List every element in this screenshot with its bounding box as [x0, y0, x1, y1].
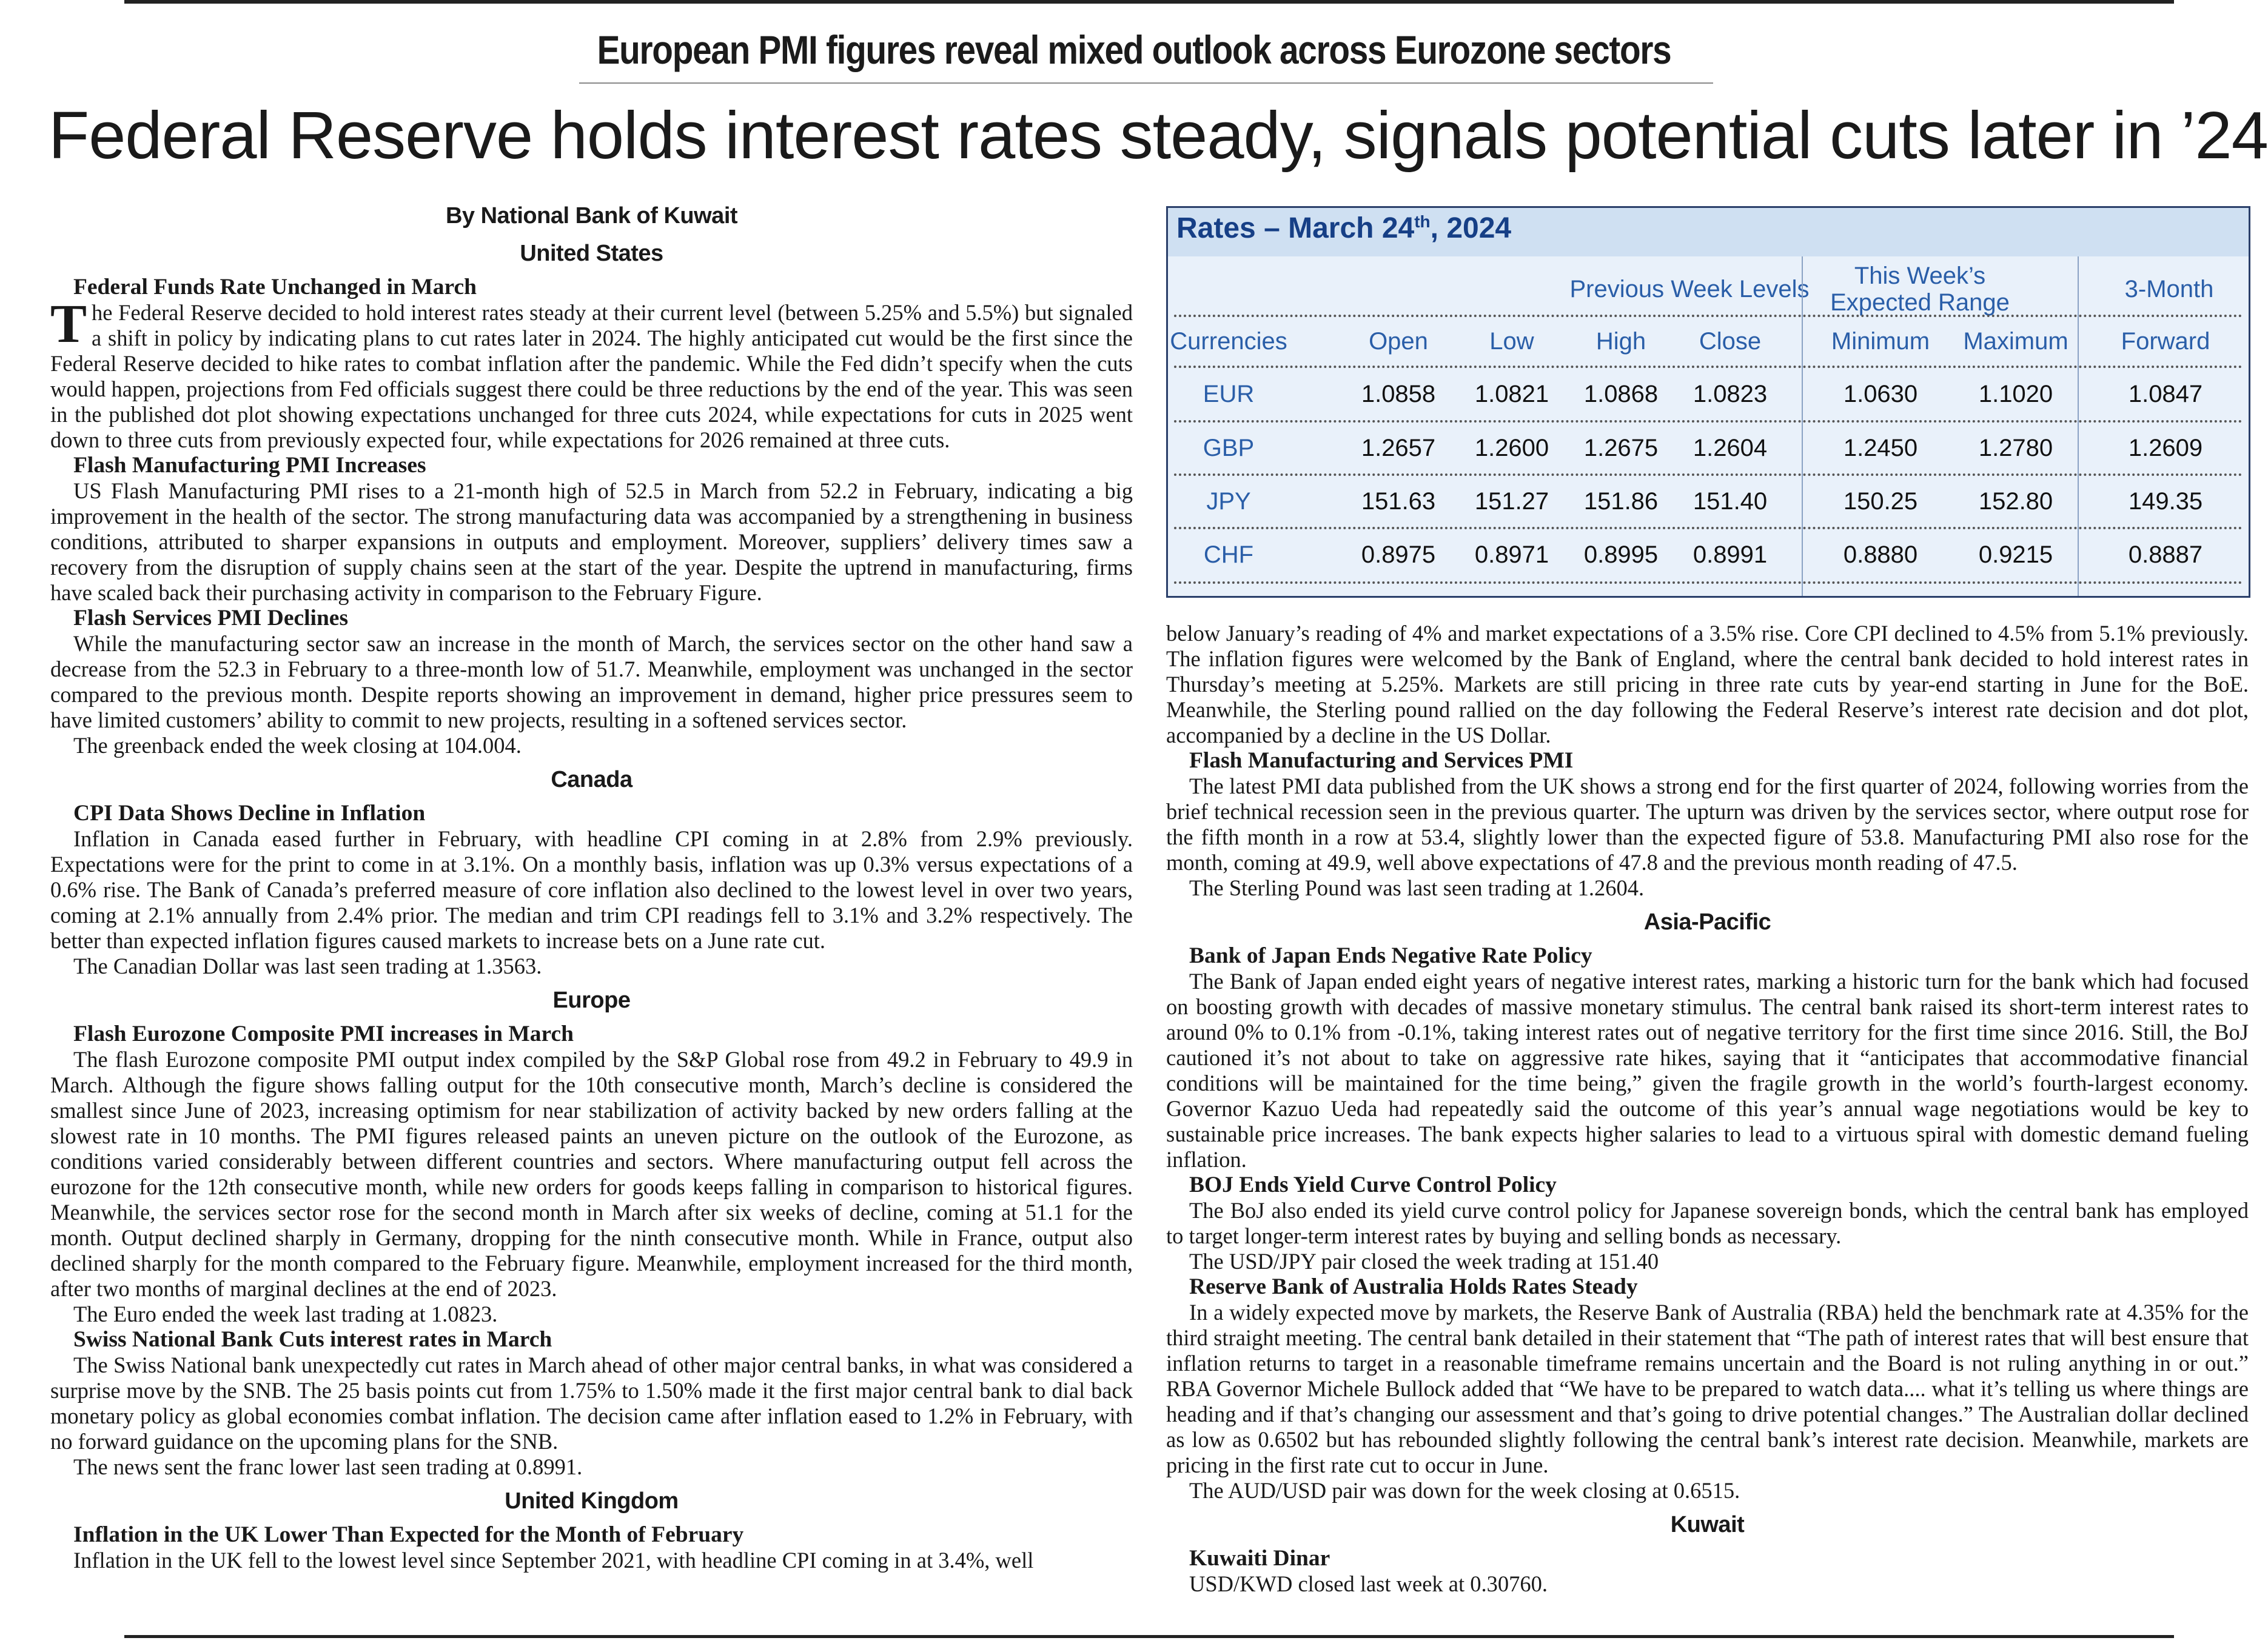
rates-title-bar — [1168, 208, 2249, 256]
rate-cell: 150.25 — [1843, 488, 1918, 515]
rate-cell: 0.8971 — [1474, 541, 1549, 568]
rates-column-header: Open — [1369, 328, 1428, 355]
rate-cell: 1.2600 — [1474, 435, 1549, 461]
subhead-us-services: Flash Services PMI Declines — [73, 606, 349, 630]
region-heading-uk: United Kingdom — [505, 1488, 679, 1514]
subhead-rba: Reserve Bank of Australia Holds Rates Steady — [1189, 1274, 1638, 1299]
rates-column-header: Forward — [2121, 328, 2210, 355]
paragraph: The Euro ended the week last trading at 1.0823. — [73, 1302, 498, 1326]
rate-cell: 1.0630 — [1843, 381, 1918, 407]
rate-cell: 1.2675 — [1583, 435, 1659, 461]
paragraph: USD/KWD closed last week at 0.30760. — [1189, 1571, 1548, 1596]
subhead-snb: Swiss National Bank Cuts interest rates in March — [73, 1327, 552, 1352]
top-rule — [124, 0, 2174, 4]
paragraph: The Bank of Japan ended eight years of negative interest rates, marking a historic turn for the bank which had focused on boosting growth with decades of massive monetary stimulus. The central bank raised its short-term interest rates to around 0% to 0.1% from -0.1%, taking interest rates out of negative territory for the first time since 2016. Still, the BoJ cautioned it’s not about to take on aggressive rate hikes, saying that it “anticipates that accommodative financial conditions will be maintained for the time being,” given the fragile growth in the world’s fourth-largest economy. Governor Kazuo Ueda had repeatedly said the outcome of this year’s annual wage negotiations would be key to sustainable price increases. The bank expects higher salaries to lead to a virtuous spiral with domestic demand fueling inflation. — [1166, 969, 2249, 1172]
column-divider — [1802, 256, 1803, 596]
rates-column-header: High — [1595, 328, 1646, 355]
rate-cell: 1.2604 — [1693, 435, 1768, 461]
subhead-kuwaiti-dinar: Kuwaiti Dinar — [1189, 1546, 1330, 1571]
group-header-previous: Previous Week Levels — [1569, 276, 1810, 303]
bottom-rule — [124, 1635, 2174, 1638]
rates-title-year: , 2024 — [1430, 212, 1512, 244]
subhead-boj-negative-rate: Bank of Japan Ends Negative Rate Policy — [1189, 943, 1592, 968]
rates-title — [1176, 212, 1511, 245]
paragraph: The flash Eurozone composite PMI output index compiled by the S&P Global rose from 49.2 in February to 49.9 in March. Although the figure shows falling output for the 10th consecutive month, March’s decline is considered the smallest since June of 2023, increasing optimism for near stabilization of activity backed by new orders falling at the slowest rate in 10 months. The PMI figures released paints an uneven picture on the outlook of the Eurozone, as conditions varied considerably between different countries and sectors. Where manufacturing output fell across the eurozone for the 12th consecutive month, while new orders for goods keeps falling in comparison to historical figures. Meanwhile, the services sector rose for the second month in March after six weeks of decline, coming at 51.1 for the month. Output declined sharply in Germany, dropping for the ninth consecutive month. While in France, output also declined sharply for the month compared to the February figure. Meanwhile, employment increased for the third month, after two months of marginal declines at the end of 2023. — [50, 1047, 1133, 1301]
rates-body — [1168, 256, 2249, 596]
region-heading-us: United States — [520, 241, 663, 266]
paragraph: The news sent the franc lower last seen trading at 0.8991. — [73, 1454, 583, 1479]
group-header-forward: 3-Month — [2124, 276, 2214, 303]
paragraph: While the manufacturing sector saw an increase in the month of March, the services sector on the other hand saw a decrease from the 52.3 in February to a three-month low of 51.7. Meanwhile, employment was unchanged in the sector compared to the previous month. Despite reports showing an improvement in demand, higher price pressures seem to have limited customers’ ability to commit to new projects, resulting in a softened services sector. — [50, 631, 1133, 732]
rates-column-header: Close — [1699, 328, 1762, 355]
row-divider — [1174, 315, 2243, 317]
region-heading-europe: Europe — [552, 988, 631, 1013]
rates-column-header: Maximum — [1963, 328, 2068, 355]
subhead-us-manufacturing: Flash Manufacturing PMI Increases — [73, 453, 426, 478]
right-column — [1166, 621, 2249, 1597]
paragraph: The Canadian Dollar was last seen trading at 1.3563. — [73, 954, 542, 978]
rate-cell: 1.2657 — [1361, 435, 1436, 461]
region-heading-canada: Canada — [551, 767, 632, 792]
paragraph: The latest PMI data published from the UK shows a strong end for the first quarter of 2024, following worries from the brief technical recession seen in the previous quarter. The upturn was driven by the services sector, where output rose for the fifth month in a row at 53.4, slightly lower than the expected figure of 53.8. Manufacturing PMI also rose for the month, coming at 49.9, well above expectations of 47.8 and the previous month reading of 47.5. — [1166, 774, 2249, 875]
subhead-boj-ycc: BOJ Ends Yield Curve Control Policy — [1189, 1172, 1557, 1197]
rate-cell: 1.0847 — [2128, 381, 2203, 407]
paragraph — [50, 294, 1133, 453]
region-heading-asia: Asia-Pacific — [1643, 909, 1771, 935]
row-divider — [1174, 473, 2243, 476]
paragraph: In a widely expected move by markets, the Reserve Bank of Australia (RBA) held the benchmark rate at 4.35% for the third straight meeting. The central bank detailed in their statement that “The path of interest rates that will best ensure that inflation returns to target in a reasonable timeframe remains uncertain and the Board is not ruling anything in or out.” RBA Governor Michele Bullock added that “We have to be prepared to watch data.... what it’s telling us where things are heading and if that’s changing our assessment and that’s going to drive potential changes.” The Australian dollar declined as low as 0.6502 but has rebounded slightly following the central bank’s interest rate decision. Meanwhile, markets are pricing in the first rate cut to occur in June. — [1166, 1300, 2249, 1477]
paragraph-text: he Federal Reserve decided to hold interest rates steady at their current level (between 5.25% and 5.5%) but signaled a shift in policy by indicating plans to cut rates later in 2024. The highly anticipated cut would be the first since the Federal Reserve decided to hike rates to combat inflation after the pandemic. While the Fed didn’t specify when the cuts would happen, projections from Fed officials suggest there could be three reductions by the end of the year. This was seen in the published dot plot showing expectations unchanged for three cuts 2024, while expectations for cuts in 2025 went down to three cuts from previously expected four, while expectations for 2026 remained at three cuts. — [50, 300, 1133, 452]
rate-cell: 1.1020 — [1978, 381, 2053, 407]
byline: By National Bank of Kuwait — [445, 203, 738, 229]
rates-column-header: Currencies — [1170, 328, 1287, 355]
row-divider — [1174, 420, 2243, 423]
rate-cell: 151.27 — [1474, 488, 1549, 515]
paragraph: The greenback ended the week closing at 104.004. — [73, 733, 522, 758]
rate-cell: 152.80 — [1978, 488, 2053, 515]
rate-cell: 0.8995 — [1583, 541, 1659, 568]
paragraph: Inflation in Canada eased further in February, with headline CPI coming in at 2.8% from 2.9% previously. Expectations were for the print to come in at 3.1%. On a monthly basis, inflation was up 0.3% versus expectations of a 0.6% rise. The Bank of Canada’s preferred measure of core inflation also declined to the lowest level in over two years, coming at 2.1% annually from 2.4% prior. The median and trim CPI readings fell to 3.1% and 3.2% respectively. The better than expected inflation figures caused markets to increase bets on a June rate cut. — [50, 826, 1133, 953]
rate-cell: 0.8975 — [1361, 541, 1436, 568]
subhead-uk-pmi: Flash Manufacturing and Services PMI — [1189, 748, 1574, 773]
paragraph: The Sterling Pound was last seen trading at 1.2604. — [1189, 875, 1645, 900]
currency-cell: JPY — [1206, 488, 1251, 515]
rate-cell: 1.0821 — [1474, 381, 1549, 407]
currency-cell: EUR — [1203, 381, 1255, 407]
paragraph: The AUD/USD pair was down for the week closing at 0.6515. — [1189, 1478, 1740, 1503]
rate-cell: 1.0823 — [1693, 381, 1768, 407]
subhead-canada-cpi: CPI Data Shows Decline in Inflation — [73, 801, 426, 826]
rate-cell: 151.40 — [1693, 488, 1768, 515]
currency-cell: CHF — [1203, 541, 1254, 568]
left-column — [50, 203, 1133, 1573]
rate-cell: 151.86 — [1583, 488, 1659, 515]
rate-cell: 1.0858 — [1361, 381, 1436, 407]
rate-cell: 0.9215 — [1978, 541, 2053, 568]
paragraph: The Swiss National bank unexpectedly cut rates in March ahead of other major central banks, in what was considered a surprise move by the SNB. The 25 basis points cut from 1.75% to 1.50% made it the first major central bank to dial back monetary policy as global economies combat inflation. The decision came after inflation eased to 1.2% in February, with no forward guidance on the upcoming plans for the SNB. — [50, 1353, 1133, 1454]
rates-title-sup: th — [1414, 212, 1431, 231]
paragraph: US Flash Manufacturing PMI rises to a 21-month high of 52.5 in March from 52.2 in February, indicating a big improvement in the health of the sector. The strong manufacturing data was accompanied by a strengthening in business conditions, attributed to sharper expansions in outputs and employment. Moreover, suppliers’ delivery times saw a recovery from the disruption of supply chains seen at the start of the year. Despite the uptrend in manufacturing, firms have scaled back their purchasing activity in comparison to the February Figure. — [50, 478, 1133, 605]
main-headline: Federal Reserve holds interest rates steady, signals potential cuts later in ’24 — [49, 98, 2268, 173]
paragraph: The BoJ also ended its yield curve control policy for Japanese sovereign bonds, which the central bank has employed to target longer-term interest rates by buying and selling bonds as necessary. — [1166, 1198, 2249, 1248]
currency-cell: GBP — [1203, 435, 1255, 461]
kicker-headline: European PMI figures reveal mixed outlook across Eurozone sectors — [597, 27, 1671, 72]
rate-cell: 1.2780 — [1978, 435, 2053, 461]
rates-title-text: Rates – March 24 — [1176, 212, 1415, 244]
region-heading-kuwait: Kuwait — [1670, 1512, 1745, 1537]
subhead-fed-funds: Federal Funds Rate Unchanged in March — [73, 275, 477, 299]
paragraph: The USD/JPY pair closed the week trading at 151.40 — [1189, 1249, 1659, 1274]
kicker-divider — [579, 82, 1713, 84]
drop-cap: T — [50, 294, 87, 354]
rate-cell: 0.8991 — [1693, 541, 1768, 568]
group-header-expected-range: This Week’s Expected Range — [1830, 263, 2010, 316]
paragraph: Inflation in the UK fell to the lowest level since September 2021, with headline CPI coming in at 3.4%, well — [73, 1548, 1034, 1573]
subhead-uk-inflation: Inflation in the UK Lower Than Expected for the Month of February — [73, 1522, 744, 1547]
subhead-eurozone-pmi: Flash Eurozone Composite PMI increases in March — [73, 1022, 574, 1046]
rates-table — [1166, 206, 2250, 598]
rate-cell: 0.8887 — [2128, 541, 2203, 568]
rate-cell: 151.63 — [1361, 488, 1436, 515]
rate-cell: 1.2609 — [2128, 435, 2203, 461]
rates-column-header: Minimum — [1831, 328, 1930, 355]
paragraph: below January’s reading of 4% and market expectations of a 3.5% rise. Core CPI declined to 4.5% from 5.1% previously. The inflation figures were welcomed by the Bank of England, where the central bank decided to hold interest rates in Thursday’s meeting at 5.25%. Markets are still pricing in three rate cuts by year-end starting in June for the BoE. Meanwhile, the Sterling pound rallied on the day following the Federal Reserve’s interest rate decision and dot plot, accompanied by a decline in the US Dollar. — [1166, 621, 2249, 747]
rate-cell: 0.8880 — [1843, 541, 1918, 568]
rate-cell: 149.35 — [2128, 488, 2203, 515]
row-divider — [1174, 366, 2243, 368]
row-divider — [1174, 581, 2243, 584]
row-divider — [1174, 527, 2243, 529]
rate-cell: 1.2450 — [1843, 435, 1918, 461]
rates-column-header: Low — [1489, 328, 1534, 355]
rate-cell: 1.0868 — [1583, 381, 1659, 407]
